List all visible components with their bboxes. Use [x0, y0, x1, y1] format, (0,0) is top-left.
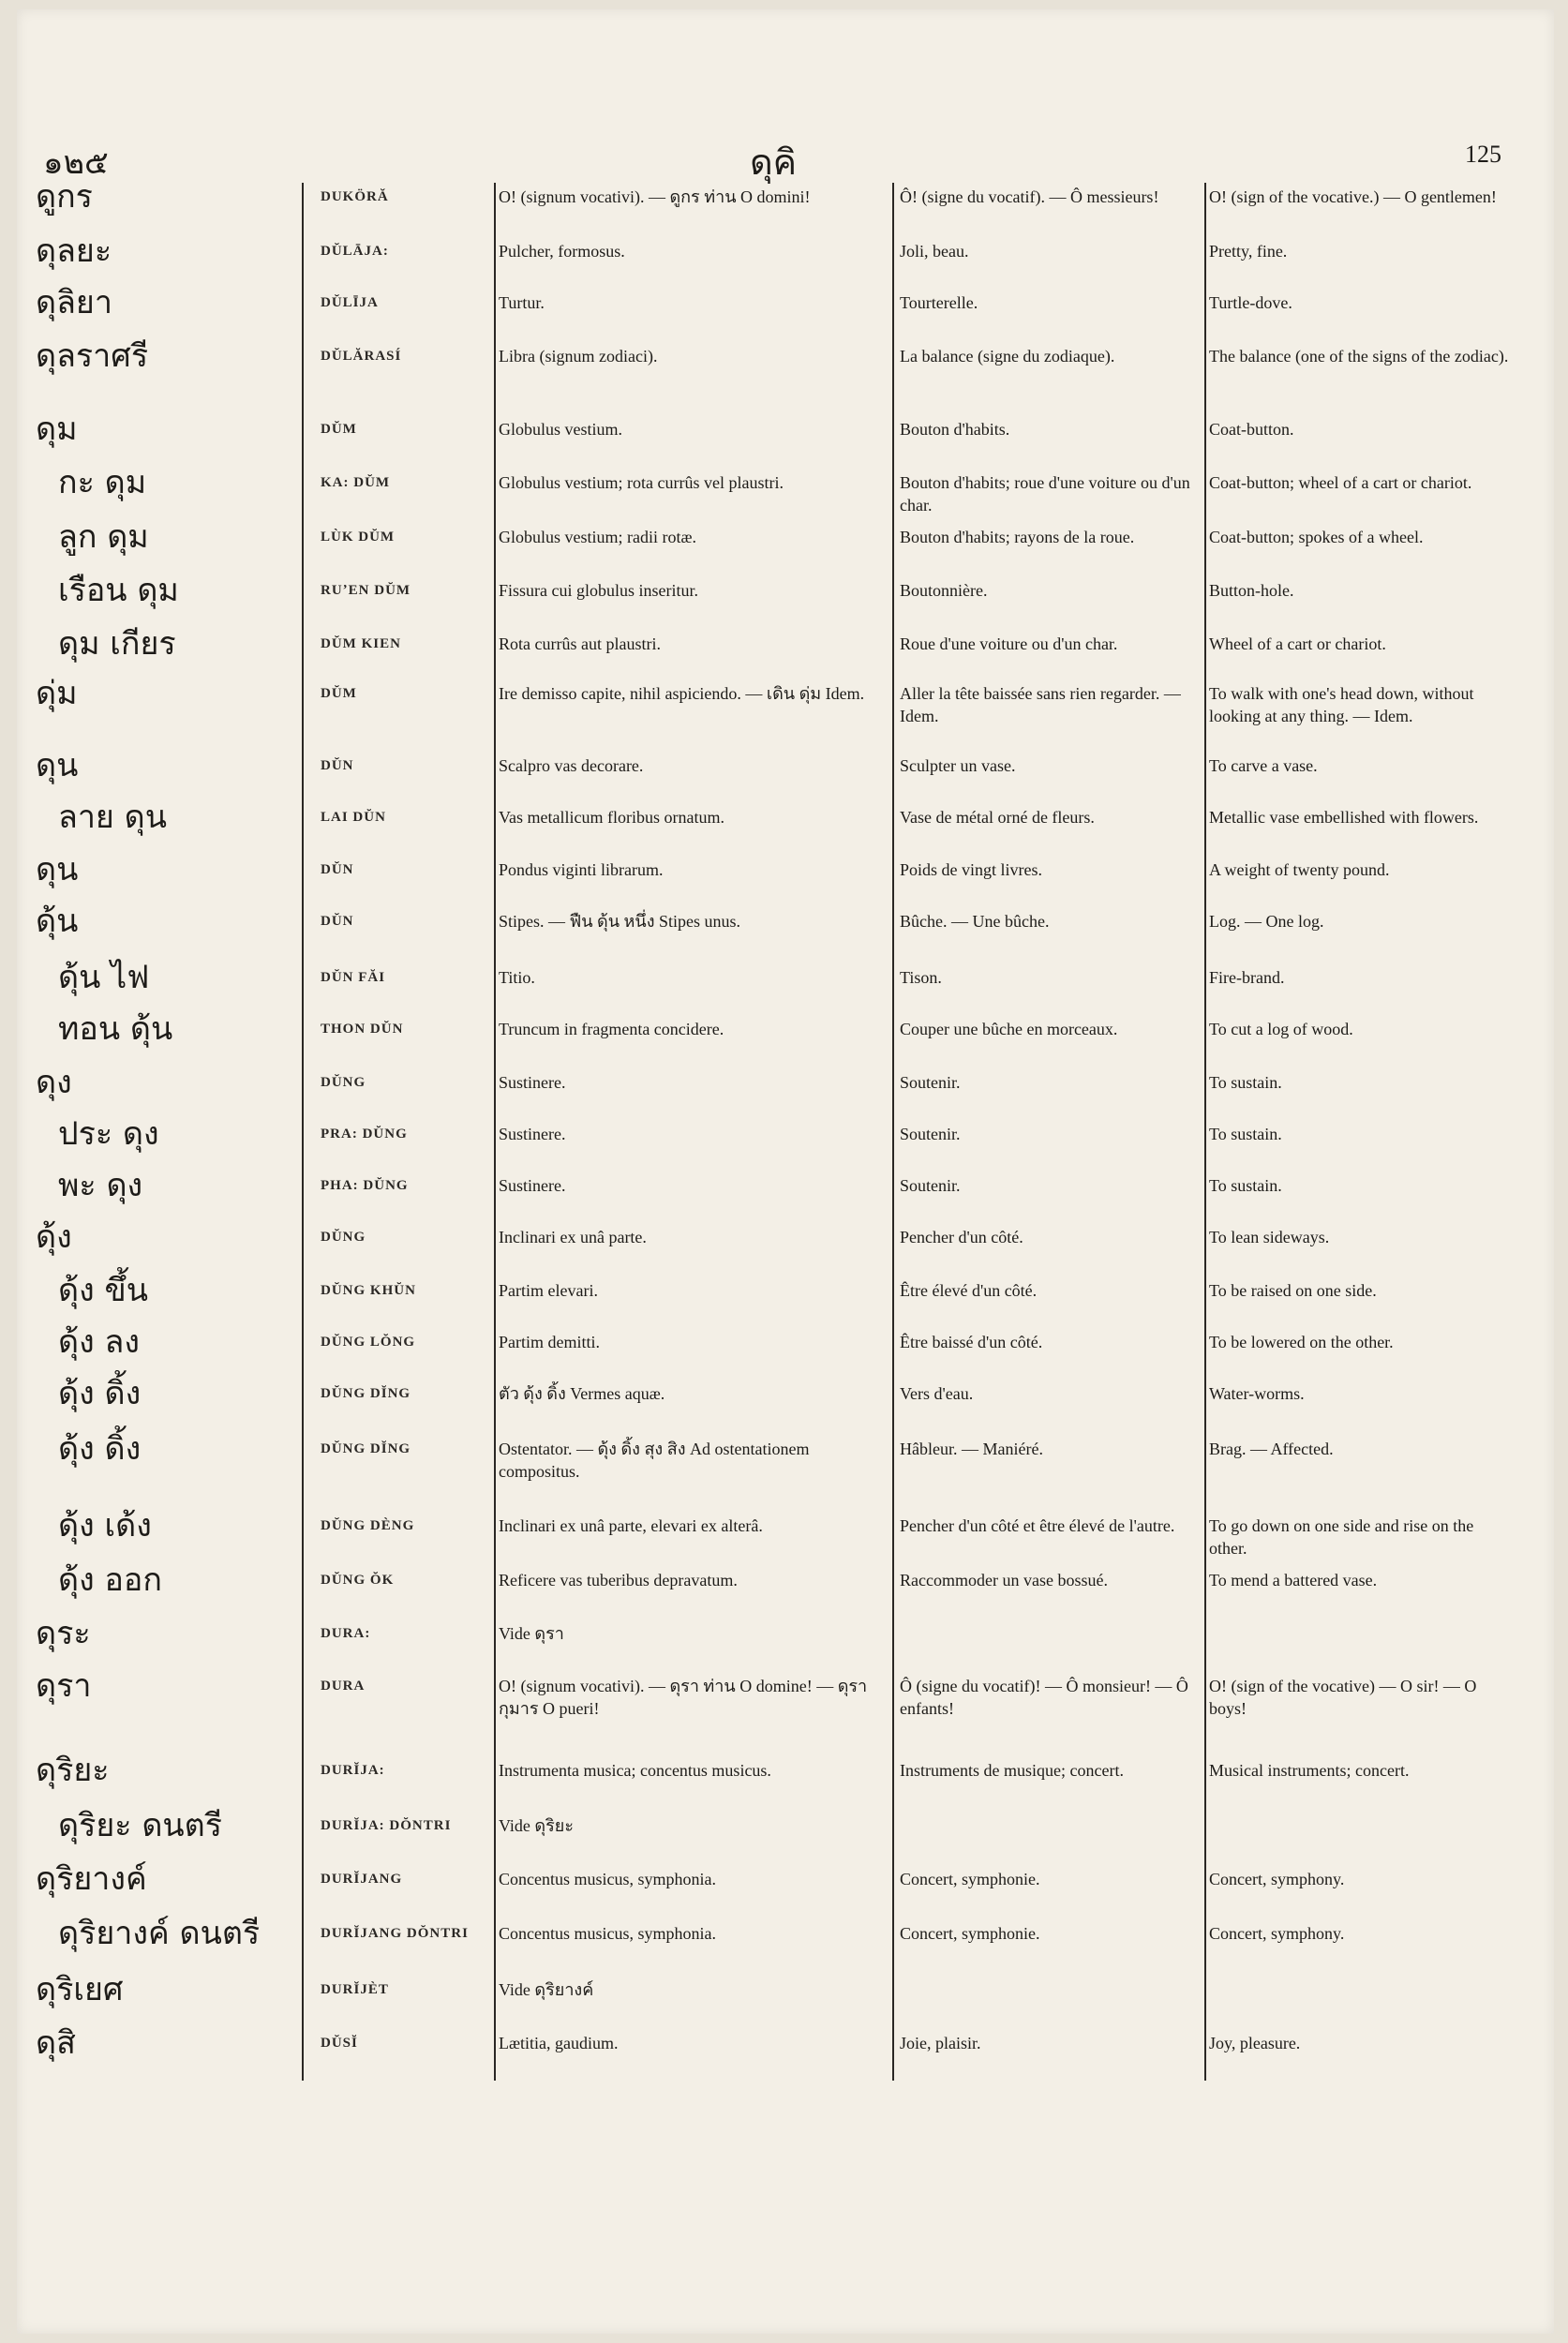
romanization: PHA: DŬNG: [321, 1178, 409, 1193]
french-definition: Hâbleur. — Maniéré.: [900, 1440, 1043, 1458]
latin-definition: Sustinere.: [499, 1125, 566, 1143]
french-definition: Concert, symphonie.: [900, 1870, 1040, 1888]
thai-headword: ดุสิ: [36, 2024, 76, 2062]
latin-definition: Stipes. — ฟืน ดุ้น หนึ่ง Stipes unus.: [499, 912, 741, 931]
english-definition: To walk with one's head down, without looking at any thing. — Idem.: [1209, 684, 1474, 725]
latin-definition: Vide ดุริยางค์: [499, 1980, 594, 1999]
latin-definition: Turtur.: [499, 293, 545, 312]
romanization: DŬN FĂI: [321, 970, 386, 985]
latin-definition: Libra (signum zodiaci).: [499, 347, 658, 366]
romanization: DŬNG: [321, 1230, 366, 1245]
latin-definition: Globulus vestium.: [499, 420, 623, 439]
english-definition: Joy, pleasure.: [1209, 2034, 1301, 2052]
english-definition: To be lowered on the other.: [1209, 1333, 1394, 1351]
french-definition: Bouton d'habits; roue d'une voiture ou d'un char.: [900, 473, 1190, 515]
latin-definition: Inclinari ex unâ parte.: [499, 1228, 647, 1246]
english-definition: Coat-button; wheel of a cart or chariot.: [1209, 473, 1472, 492]
french-definition: Bouton d'habits; rayons de la roue.: [900, 528, 1135, 546]
romanization: DŬLĪJA: [321, 295, 379, 310]
latin-definition: Partim demitti.: [499, 1333, 600, 1351]
french-definition: Bûche. — Une bûche.: [900, 912, 1050, 931]
romanization: DŬN: [321, 914, 354, 929]
running-head: ดุคิ: [750, 142, 798, 183]
thai-headword: ประ ดุง: [58, 1115, 159, 1153]
english-definition: O! (sign of the vocative) — O sir! — O boys!: [1209, 1677, 1477, 1718]
latin-definition: Inclinari ex unâ parte, elevari ex alterâ.: [499, 1516, 763, 1535]
french-definition: Aller la tête baissée sans rien regarder. — Idem.: [900, 684, 1181, 725]
thai-headword: ดุ้ง ดิ้ง: [58, 1375, 142, 1412]
romanization: LÙK DŬM: [321, 530, 396, 545]
thai-headword: ดุลราศรี: [36, 337, 149, 375]
latin-definition: Vide ดุรา: [499, 1624, 564, 1643]
latin-definition: Ostentator. — ดุ้ง ดิ้ง สุง สิง Ad ostentationem compositus.: [499, 1440, 810, 1481]
french-definition: Être élevé d'un côté.: [900, 1281, 1038, 1300]
latin-definition: Instrumenta musica; concentus musicus.: [499, 1761, 771, 1780]
thai-headword: ดุริยางค์: [36, 1860, 147, 1898]
romanization: KA: DŬM: [321, 475, 391, 490]
romanization: DUKÖRĂ: [321, 189, 389, 204]
thai-headword: กะ ดุม: [58, 464, 147, 501]
french-definition: Ô (signe du vocatif)! — Ô monsieur! — Ô enfants!: [900, 1677, 1188, 1718]
french-definition: Ô! (signe du vocatif). — Ô messieurs!: [900, 187, 1159, 206]
latin-definition: Globulus vestium; radii rotæ.: [499, 528, 696, 546]
latin-definition: Rota currûs aut plaustri.: [499, 634, 661, 653]
english-definition: Concert, symphony.: [1209, 1924, 1345, 1943]
romanization: DŬN: [321, 862, 354, 877]
thai-headword: ดุรา: [36, 1667, 92, 1705]
french-definition: Sculpter un vase.: [900, 756, 1016, 775]
french-definition: Tourterelle.: [900, 293, 978, 312]
english-definition: Turtle-dove.: [1209, 293, 1292, 312]
thai-headword: ดุน: [36, 851, 79, 888]
romanization: DŬSĬ: [321, 2036, 358, 2051]
romanization: DURĬJANG DŎNTRI: [321, 1926, 469, 1941]
romanization: DŬNG ŎK: [321, 1573, 395, 1588]
romanization: DŬNG KHŬN: [321, 1283, 416, 1298]
english-definition: To lean sideways.: [1209, 1228, 1330, 1246]
thai-headword: ดุริยะ ดนตรี: [58, 1807, 222, 1844]
french-definition: Vers d'eau.: [900, 1384, 974, 1403]
romanization: RUʼEN DŬM: [321, 583, 411, 598]
latin-definition: Pulcher, formosus.: [499, 242, 625, 261]
latin-definition: Sustinere.: [499, 1073, 566, 1092]
thai-headword: ดุ้ง: [36, 1218, 72, 1256]
english-definition: Metallic vase embellished with flowers.: [1209, 808, 1479, 827]
romanization: DŬN: [321, 758, 354, 773]
romanization: DŬNG DĬNG: [321, 1441, 411, 1456]
latin-definition: Pondus viginti librarum.: [499, 860, 664, 879]
latin-definition: Fissura cui globulus inseritur.: [499, 581, 698, 600]
thai-headword: ดุ้ง ลง: [58, 1323, 140, 1361]
romanization: DURĬJA: DŎNTRI: [321, 1818, 452, 1833]
romanization: DŬNG LŎNG: [321, 1335, 416, 1350]
english-definition: Brag. — Affected.: [1209, 1440, 1334, 1458]
thai-headword: ทอน ดุ้น: [58, 1010, 173, 1048]
thai-headword: ดุ้ง เด้ง: [58, 1507, 152, 1545]
thai-headword: ดุ้น ไฟ: [58, 959, 150, 996]
english-definition: Log. — One log.: [1209, 912, 1324, 931]
latin-definition: Lætitia, gaudium.: [499, 2034, 619, 2052]
romanization: DURA:: [321, 1626, 371, 1641]
english-definition: Concert, symphony.: [1209, 1870, 1345, 1888]
english-definition: Fire-brand.: [1209, 968, 1285, 987]
romanization: DŬM KIEN: [321, 636, 401, 651]
latin-definition: Partim elevari.: [499, 1281, 598, 1300]
french-definition: Raccommoder un vase bossué.: [900, 1571, 1108, 1589]
french-definition: Tison.: [900, 968, 942, 987]
french-definition: Concert, symphonie.: [900, 1924, 1040, 1943]
french-definition: Couper une bûche en morceaux.: [900, 1020, 1118, 1038]
thai-headword: เรือน ดุม: [58, 572, 179, 609]
thai-headword: ลาย ดุน: [58, 798, 167, 836]
latin-definition: Globulus vestium; rota currûs vel plaustri.: [499, 473, 784, 492]
thai-headword: ดูกร: [36, 178, 93, 216]
romanization: DURA: [321, 1679, 366, 1694]
thai-headword: ดุริยะ: [36, 1752, 110, 1789]
thai-headword: ดุระ: [36, 1615, 91, 1652]
thai-headword: ดุน: [36, 747, 79, 784]
romanization: DŬLĂRASÍ: [321, 349, 402, 364]
romanization: DŬLĀJA:: [321, 244, 389, 259]
french-definition: Joie, plaisir.: [900, 2034, 981, 2052]
english-definition: To sustain.: [1209, 1125, 1282, 1143]
romanization: DŬNG DĬNG: [321, 1386, 411, 1401]
thai-headword: ดุ่ม: [36, 675, 78, 712]
page-number-thai: ๑๒๕: [43, 144, 109, 182]
french-definition: Boutonnière.: [900, 581, 988, 600]
latin-definition: O! (signum vocativi). — ดูกร ท่าน O domini!: [499, 187, 811, 206]
romanization: DURĬJÈT: [321, 1982, 389, 1997]
latin-definition: Sustinere.: [499, 1176, 566, 1195]
english-definition: Water-worms.: [1209, 1384, 1305, 1403]
french-definition: Instruments de musique; concert.: [900, 1761, 1124, 1780]
thai-headword: ดุง: [36, 1064, 72, 1101]
french-definition: Pencher d'un côté.: [900, 1228, 1023, 1246]
thai-headword: ดุ้ง ดิ้ง: [58, 1430, 142, 1468]
latin-definition: ตัว ดุ้ง ดิ้ง Vermes aquæ.: [499, 1384, 665, 1403]
latin-definition: Vas metallicum floribus ornatum.: [499, 808, 724, 827]
thai-headword: ดุม เกียร: [58, 625, 176, 663]
thai-headword: ดุลิยา: [36, 284, 112, 321]
english-definition: To carve a vase.: [1209, 756, 1318, 775]
english-definition: To sustain.: [1209, 1073, 1282, 1092]
thai-headword: ดุริเยศ: [36, 1971, 124, 2008]
dictionary-entries: [0, 178, 1568, 2081]
english-definition: To sustain.: [1209, 1176, 1282, 1195]
romanization: LAI DŬN: [321, 810, 386, 825]
romanization: THON DŬN: [321, 1022, 404, 1037]
english-definition: Musical instruments; concert.: [1209, 1761, 1410, 1780]
french-definition: Vase de métal orné de fleurs.: [900, 808, 1095, 827]
english-definition: A weight of twenty pound.: [1209, 860, 1390, 879]
english-definition: To go down on one side and rise on the other.: [1209, 1516, 1474, 1558]
romanization: DŬNG DÈNG: [321, 1518, 415, 1533]
french-definition: Bouton d'habits.: [900, 420, 1010, 439]
page-header: [0, 131, 1568, 183]
thai-headword: ลูก ดุม: [58, 518, 149, 556]
latin-definition: Reficere vas tuberibus depravatum.: [499, 1571, 738, 1589]
french-definition: Pencher d'un côté et être élevé de l'autre.: [900, 1516, 1175, 1535]
french-definition: La balance (signe du zodiaque).: [900, 347, 1115, 366]
french-definition: Soutenir.: [900, 1125, 961, 1143]
latin-definition: Vide ดุริยะ: [499, 1816, 574, 1835]
english-definition: Pretty, fine.: [1209, 242, 1288, 261]
latin-definition: Concentus musicus, symphonia.: [499, 1870, 716, 1888]
thai-headword: ดุ้ง ออก: [58, 1561, 162, 1599]
latin-definition: Titio.: [499, 968, 535, 987]
romanization: PRA: DŬNG: [321, 1127, 408, 1142]
thai-headword: ดุลยะ: [36, 232, 112, 270]
french-definition: Soutenir.: [900, 1073, 961, 1092]
english-definition: To mend a battered vase.: [1209, 1571, 1378, 1589]
thai-headword: ดุริยางค์ ดนตรี: [58, 1915, 261, 1952]
romanization: DŬM: [321, 422, 357, 437]
latin-definition: Ire demisso capite, nihil aspiciendo. — เดิน ดุ่ม Idem.: [499, 684, 865, 703]
latin-definition: O! (signum vocativi). — ดุรา ท่าน O domine! — ดุรา กุมาร O pueri!: [499, 1677, 868, 1718]
thai-headword: ดุ้ง ขึ้น: [58, 1272, 148, 1309]
romanization: DŬNG: [321, 1075, 366, 1090]
english-definition: To cut a log of wood.: [1209, 1020, 1353, 1038]
english-definition: Coat-button; spokes of a wheel.: [1209, 528, 1424, 546]
english-definition: O! (sign of the vocative.) — O gentlemen!: [1209, 187, 1497, 206]
thai-headword: พะ ดุง: [58, 1167, 143, 1204]
english-definition: Wheel of a cart or chariot.: [1209, 634, 1386, 653]
latin-definition: Scalpro vas decorare.: [499, 756, 644, 775]
french-definition: Être baissé d'un côté.: [900, 1333, 1043, 1351]
english-definition: Coat-button.: [1209, 420, 1294, 439]
french-definition: Joli, beau.: [900, 242, 969, 261]
english-definition: The balance (one of the signs of the zodiac).: [1209, 347, 1509, 366]
latin-definition: Truncum in fragmenta concidere.: [499, 1020, 724, 1038]
french-definition: Poids de vingt livres.: [900, 860, 1042, 879]
thai-headword: ดุม: [36, 410, 78, 448]
thai-headword: ดุ้น: [36, 903, 79, 940]
english-definition: Button-hole.: [1209, 581, 1294, 600]
english-definition: To be raised on one side.: [1209, 1281, 1377, 1300]
latin-definition: Concentus musicus, symphonia.: [499, 1924, 716, 1943]
romanization: DURĬJA:: [321, 1763, 385, 1778]
page-number: 125: [1465, 141, 1501, 168]
romanization: DŬM: [321, 686, 357, 701]
french-definition: Soutenir.: [900, 1176, 961, 1195]
french-definition: Roue d'une voiture ou d'un char.: [900, 634, 1118, 653]
romanization: DURĬJANG: [321, 1872, 403, 1887]
